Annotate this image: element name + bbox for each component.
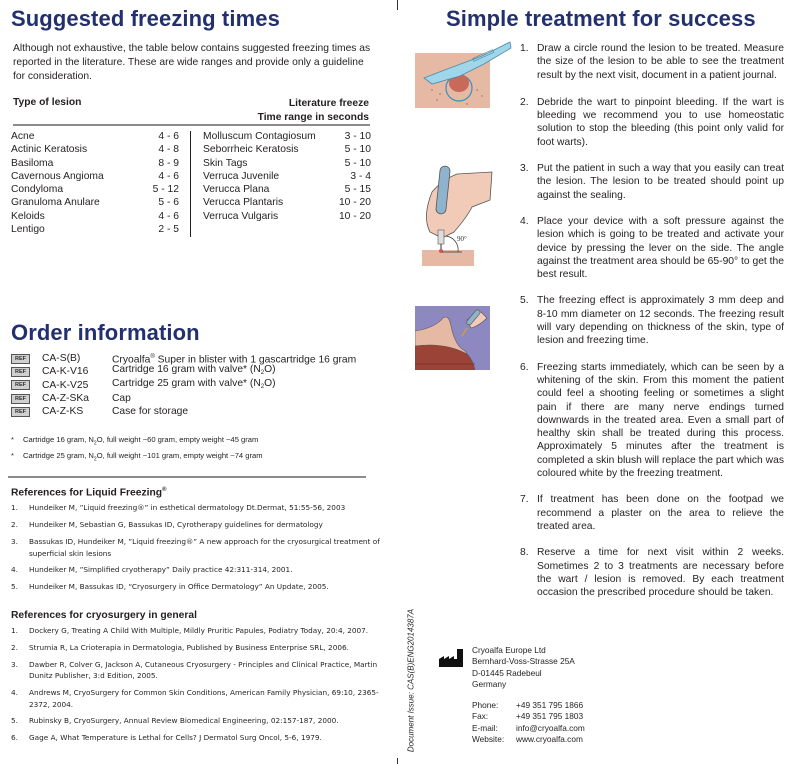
lesion-name: Cavernous Angioma: [11, 170, 104, 182]
contact-label: Phone:: [472, 700, 499, 710]
step-text: Place your device with a soft pressure against the lesion which is going to be treated and activate your device by pressing the lever on the side. The angle against the treatment area should be 65-90° to get the best result.: [537, 215, 784, 281]
refs-general-list: [11, 625, 386, 744]
reference-item: [11, 659, 386, 682]
step-number: 5.: [520, 295, 529, 307]
scalpel-lesion-illustration: [412, 38, 512, 108]
lesion-row: [11, 130, 179, 143]
reference-text: Rubinsky B, CryoSurgery, Annual Review Biomedical Engineering, 02:157-187, 2000.: [29, 716, 339, 726]
step-number: 8.: [520, 547, 529, 559]
header-time-range: [200, 97, 369, 125]
step-number: 6.: [520, 361, 529, 373]
reference-text: Hundeiker M, ”Simplified cryotherapy” Daily practice 42:311-314, 2001.: [29, 565, 293, 575]
ref-icon: REF: [11, 380, 30, 390]
footnote-marker: *: [11, 435, 14, 444]
step-number: 7.: [520, 494, 529, 506]
device-nozzle: [438, 230, 444, 244]
contact-label: Fax:: [472, 711, 489, 722]
lesion-name: Skin Tags: [203, 157, 248, 169]
footnote-marker: *: [11, 450, 14, 460]
contact-value: www.cryoalfa.com: [516, 733, 583, 744]
header-time-line2: Time range in seconds: [257, 112, 369, 123]
lesion-row: [203, 196, 371, 209]
lesion-name: Verruca Vulgaris: [203, 210, 279, 222]
footnote-text: Cartridge 16 gram, $N_2O$, full weight ~60 gram, empty weight ~45 gram: [23, 435, 259, 447]
step-text: Debride the wart to pinpoint bleeding. If the wart is bleeding we recommend you to use homeostatic solution to stop the bleeding (this point only valid for foot warts).: [537, 96, 784, 148]
lesion-name: Acne: [11, 131, 35, 142]
order-description: Case for storage: [112, 406, 189, 418]
refs-liquid-title-text: References for Liquid Freezing: [11, 487, 163, 499]
treatment-step: [520, 361, 784, 481]
order-code: CA-K-V16: [42, 366, 89, 378]
contact-row: [472, 711, 585, 722]
treatment-step: [520, 42, 784, 82]
subscript: 2: [260, 383, 265, 390]
lesion-name: Verucca Plantaris: [203, 197, 284, 209]
lesion-name: Verucca Plana: [203, 184, 270, 196]
order-code: CA-Z-SKa: [42, 392, 89, 404]
refs-general-title: References for cryosurgery in general: [11, 610, 197, 621]
treatment-step: [520, 215, 784, 281]
freeze-range: 5 - 6: [158, 197, 179, 209]
column-divider: [190, 131, 191, 237]
contact-value: info@cryoalfa.com: [516, 722, 585, 733]
reference-text: Andrews M, CryoSurgery for Common Skin Conditions, American Family Physician, 69:10, 2365-2372, 2004.: [29, 687, 379, 709]
step-number: 3.: [520, 163, 529, 175]
freeze-range: 5 - 10: [344, 144, 371, 156]
lesion-name: Granuloma Anulare: [11, 197, 100, 209]
step-number: 2.: [520, 96, 529, 108]
company-city: D-01445 Radebeul: [472, 667, 542, 678]
lesion-table-col2: [203, 130, 371, 223]
contact-row: [472, 723, 585, 734]
lesion-row: [11, 170, 179, 183]
footnote-text: Cartridge 25 gram, $N_2O$, full weight ~101 gram, empty weight ~74 gram: [23, 450, 263, 463]
lesion-name: Verruca Juvenile: [203, 170, 280, 182]
step-number: 1.: [520, 43, 529, 54]
skin-surface: [422, 250, 474, 266]
freeze-range: 8 - 9: [158, 157, 179, 169]
contact-label: E-mail:: [472, 722, 498, 733]
subscript: 2: [260, 370, 265, 377]
contact-value: +49 351 795 1803: [516, 711, 584, 722]
order-table: [11, 352, 356, 418]
lesion-row: [11, 223, 179, 236]
angle-label: 90°: [457, 235, 467, 243]
treatment-step: [520, 546, 784, 599]
order-code: CA-Z-KS: [42, 406, 84, 418]
company-street: Bernhard-Voss-Strasse 25A: [472, 656, 575, 667]
refs-general-section: [11, 610, 386, 749]
reference-text: Strumia R, La Crioterapia in Dermatologia, Published by Business Enterprise SRL, 2006.: [29, 642, 349, 652]
document-issue: Document Issue: CAS(B)ENG2014387A: [406, 608, 416, 753]
header-type-of-lesion: Type of lesion: [13, 97, 82, 108]
reference-number: 3.: [11, 536, 18, 546]
reference-number: 4.: [11, 565, 18, 575]
registered-mark: ®: [150, 353, 155, 360]
freeze-range: 10 - 20: [338, 210, 371, 222]
footnote: [11, 434, 263, 450]
freeze-range: 3 - 10: [344, 131, 371, 142]
lesion-table-col1: [11, 130, 179, 236]
order-footnotes: [11, 434, 263, 465]
reference-number: 5.: [11, 582, 18, 592]
reference-number: 2.: [11, 642, 18, 652]
reference-text: Gage A, What Temperature is Lethal for Cells? J Dermatol Surg Oncol, 5-6, 1979.: [29, 733, 322, 743]
lesion-row: [203, 143, 371, 156]
freeze-range: 10 - 20: [338, 197, 371, 209]
order-description: Cartridge 25 gram with valve* $(N_2O)$: [112, 377, 276, 390]
reference-number: 3.: [11, 659, 18, 669]
company-name: Cryoalfa Europe Ltd: [472, 645, 546, 655]
order-description: Cartridge 16 gram with valve* $(N_2O)$: [112, 364, 276, 377]
reference-number: 1.: [11, 503, 18, 513]
refs-liquid-title: [11, 487, 386, 498]
fold-mark-top: [397, 0, 398, 10]
fold-mark-bottom: [397, 758, 398, 764]
freeze-range: 4 - 6: [158, 210, 179, 222]
lesion-name: Molluscum Contagiosum: [203, 131, 316, 142]
freeze-range: 4 - 8: [158, 144, 179, 156]
subscript: 2: [93, 456, 97, 463]
manufacturer-address: [472, 645, 575, 690]
company-country: Germany: [472, 678, 507, 689]
header-rule: [13, 124, 370, 126]
order-row: [11, 379, 356, 392]
reference-text: Dockery G, Treating A Child With Multiple, Mildly Pruritic Papules, Podiatry Today, 20:4, 2007.: [29, 626, 369, 635]
registered-mark: ®: [162, 487, 167, 493]
reference-text: Bassukas ID, Hundeiker M, ”Liquid freezing®” A new approach for the cryosurgical treatment of superficial skin lesions: [29, 536, 380, 558]
treatment-step: [520, 493, 784, 533]
reference-text: Hundeiker M, ”Liquid freezing®” in esthetical dermatology Dt.Dermat, 51:55-56, 2003: [29, 503, 346, 513]
freeze-range: 4 - 6: [158, 131, 179, 142]
freeze-range: 5 - 12: [152, 184, 179, 196]
lesion-name: Seborrheic Keratosis: [203, 144, 299, 156]
subscript: 2: [93, 440, 97, 447]
lesion-row: [11, 183, 179, 196]
treatment-title: Simple treatment for success: [446, 6, 756, 31]
freezing-title: Suggested freezing times: [11, 6, 280, 31]
order-code: CA-K-V25: [42, 379, 89, 391]
step-text: Draw a circle round the lesion to be treated. Measure the size of the lesion to be able to see the treatment result by the next visit, document in a patient journal.: [537, 43, 784, 81]
freezing-intro: Although not exhaustive, the table below contains suggested freezing times as reported in the literature. These are wide ranges and provide only a guideline for consideration.: [13, 43, 371, 82]
lesion-row: [203, 157, 371, 170]
step-text: If treatment has been done on the footpad we recommend a plaster on the area to relieve the treated area.: [537, 494, 784, 532]
reference-number: 5.: [11, 716, 18, 726]
manufacturer-icon: [439, 649, 463, 667]
lesion-name: Condyloma: [11, 184, 64, 196]
patient-treatment-illustration: [415, 306, 490, 370]
lesion-row: [203, 183, 371, 196]
order-title: Order information: [11, 320, 200, 345]
reference-item: [11, 536, 386, 559]
order-description: Cryoalfa® Super in blister with 1 gascartridge 16 gram: [112, 353, 357, 366]
lesion-row: [203, 170, 371, 183]
reference-item: [11, 642, 386, 654]
header-time-line1: Literature freeze: [288, 98, 369, 109]
treatment-steps: [520, 42, 784, 599]
contact-info: [472, 700, 585, 745]
freeze-range: 2 - 5: [158, 224, 179, 236]
lesion-row: [11, 196, 179, 209]
treatment-step: [520, 96, 784, 149]
reference-number: 6.: [11, 733, 18, 743]
ref-icon: REF: [11, 394, 30, 404]
step-text: The freezing effect is approximately 3 mm deep and 8-10 mm diameter on 12 seconds. The freezing result will vary depending on thickness of the skin, type of lesion and freezing time.: [537, 295, 784, 347]
footnote: [11, 450, 263, 466]
order-row: [11, 405, 356, 418]
ref-icon: REF: [11, 407, 30, 417]
step-text: Put the patient in such a way that you easily can treat the lesion. The lesion to be treated should point up against the sealing.: [537, 163, 784, 201]
reference-text: Hundeiker M, Bassukas ID, “Cryosurgery in Office Dermatology” An Update, 2005.: [29, 582, 329, 592]
reference-item: [11, 625, 386, 637]
lesion-row: [11, 210, 179, 223]
section-rule: [8, 476, 366, 478]
reference-item: [11, 715, 386, 727]
freeze-range: 5 - 15: [344, 184, 371, 196]
step-number: 4.: [520, 215, 529, 227]
lesion-name: Actinic Keratosis: [11, 144, 88, 156]
contact-label: Website:: [472, 733, 505, 744]
reference-item: [11, 519, 386, 531]
ref-icon: REF: [11, 354, 30, 364]
reference-number: 2.: [11, 520, 18, 530]
reference-item: [11, 687, 386, 710]
lesion-name: Basiloma: [11, 157, 54, 169]
order-description: Cap: [112, 392, 131, 404]
lesion-name: Lentigo: [11, 224, 45, 236]
order-code: CA-S(B): [42, 353, 81, 364]
refs-liquid-section: [11, 487, 386, 598]
step-text: Freezing starts immediately, which can be seen by a whitening of the skin. From this moment the patient could feel a shooting feeling or sometimes a slight pain if there are many nerve endings turned downwards in the treated area. Even a small part of healthy skin shall be treated during this process. Approximately 5 minutes after the treatment is completed a skin blush will replace the part which was coloured white by the freezing treatment.: [537, 361, 784, 480]
contact-value: +49 351 795 1866: [516, 700, 584, 710]
contact-row: [472, 700, 585, 711]
reference-item: [11, 502, 386, 514]
contact-row: [472, 734, 585, 745]
reference-text: Hundeiker M, Sebastian G, Bassukas ID, Cyrotherapy guidelines for dermatology: [29, 520, 323, 530]
freeze-range: 4 - 6: [158, 170, 179, 182]
treatment-step: [520, 162, 784, 202]
reference-item: [11, 564, 386, 576]
lesion-row: [11, 157, 179, 170]
treatment-step: [520, 294, 784, 347]
lesion-row: [11, 143, 179, 156]
freeze-range: 5 - 10: [344, 157, 371, 169]
freeze-range: 3 - 4: [350, 170, 371, 182]
reference-item: [11, 732, 386, 744]
lesion-row: [203, 130, 371, 143]
refs-liquid-list: [11, 502, 386, 592]
step-text: Reserve a time for next visit within 2 weeks. Sometimes 2 to 3 treatments are necessary before the wart / lesion is removed. By each treatment occasion the prescribed procedure should be taken.: [537, 547, 784, 599]
lesion-row: [203, 210, 371, 223]
reference-text: Dawber R, Colver G, Jackson A, Cutaneous Cryosurgery - Principles and Clinical Practice, Martin Dunitz Publisher, 3:d Edition, 2005.: [29, 659, 378, 681]
lesion-name: Keloids: [11, 210, 45, 222]
reference-number: 1.: [11, 626, 18, 635]
reference-number: 4.: [11, 687, 18, 697]
ref-icon: REF: [11, 367, 30, 377]
hand-device-illustration: [412, 162, 500, 268]
treatment-point: [439, 249, 443, 253]
reference-item: [11, 581, 386, 593]
